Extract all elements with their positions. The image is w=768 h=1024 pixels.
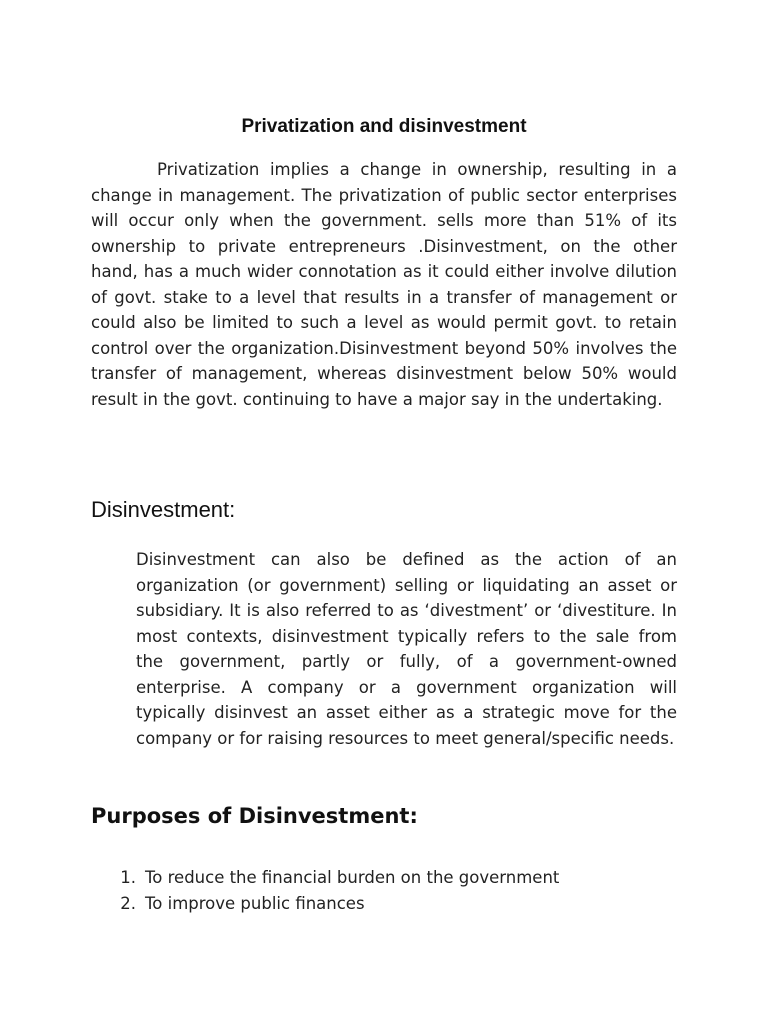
list-item-number: 1. (120, 868, 136, 887)
purposes-heading: Purposes of Disinvestment: (91, 804, 418, 828)
list-item-text: To reduce the financial burden on the government (145, 868, 560, 887)
disinvestment-heading: Disinvestment: (91, 497, 236, 522)
list-item (91, 891, 559, 917)
purposes-list (91, 865, 559, 917)
list-item-number: 2. (120, 894, 136, 913)
intro-paragraph: Privatization implies a change in ownership, resulting in a change in management. The privatization of public sector enterprises will occur only when the government. sells more than 51% of its ownership to private entrepreneurs .Disinvestment, on the other hand, has a much wider connotation as it could either involve dilution of govt. stake to a level that results in a transfer of management or could also be limited to such a level as would permit govt. to retain control over the organization.Disinvestment beyond 50% involves the transfer of management, whereas disinvestment below 50% would result in the govt. continuing to have a major say in the undertaking. (91, 160, 677, 409)
list-item-text: To improve public finances (145, 894, 365, 913)
document-title: Privatization and disinvestment (241, 116, 527, 137)
disinvestment-definition-paragraph: Disinvestment can also be defined as the action of an organization (or government) selling or liquidating an asset or subsidiary. It is also referred to as ‘divestment’ or ‘divestiture. In most contexts, disinvestment typically refers to the sale from the government, partly or fully, of a government-owned enterprise. A company or a government organization will typically disinvest an asset either as a strategic move for the company or for raising resources to meet general/specific needs. (136, 550, 677, 748)
list-item (91, 865, 559, 891)
